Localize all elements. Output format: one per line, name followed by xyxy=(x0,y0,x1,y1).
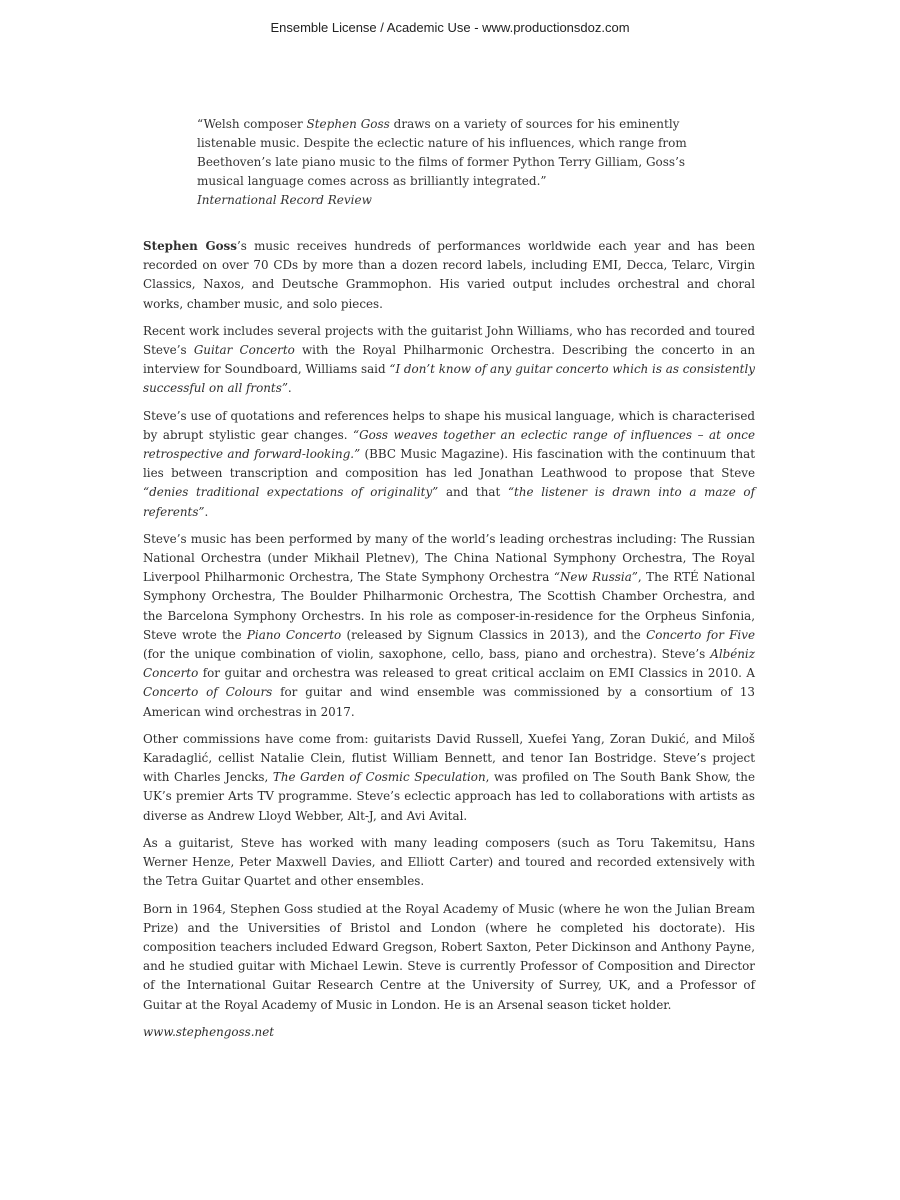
website-link[interactable]: www.stephengoss.net xyxy=(143,1024,275,1039)
license-header: Ensemble License / Academic Use - www.productionsdoz.com xyxy=(270,20,630,35)
bio-paragraph-4: Steve’s music has been performed by many of the world’s leading orchestras including: The Russian National Orchestra (under Mikhail Pletnev), The China National Symphony Orchestra, The Royal Liverpool Philharmonic Orchestra, The State Symphony Orchestra “New Russia”, The RTÉ National Symphony Orchestra, The Boulder Philharmonic Orchestra, The Scottish Chamber Orchestra, and the Barcelona Symphony Orchestrs. In his role as composer-in-residence for the Orpheus Sinfonia, Steve wrote the Piano Concerto (released by Signum Classics in 2013), and the Concerto for Five (for the unique combination of violin, saxophone, cello, bass, piano and orchestra). Steve’s Albéniz Concerto for guitar and orchestra was released to great critical acclaim on EMI Classics in 2010. A Concerto of Colours for guitar and wind ensemble was commissioned by a consortium of 13 American wind orchestras in 2017. xyxy=(143,531,755,719)
bio-paragraph-1: Stephen Goss’s music receives hundreds of performances worldwide each year and has been recorded on over 70 CDs by more than a dozen record labels, including EMI, Decca, Telarc, Virgin Classics, Naxos, and Deutsche Grammophon. His varied output includes orchestral and choral works, chamber music, and solo pieces. xyxy=(143,239,755,311)
review-quote xyxy=(197,115,717,210)
bio-paragraph-3: Steve’s use of quotations and references helps to shape his musical language, which is characterised by abrupt stylistic gear changes. “Goss weaves together an eclectic range of influences – at once retrospective and forward-looking.” (BBC Music Magazine). His fascination with the continuum that lies between transcription and composition has led Jonathan Leathwood to propose that Steve “denies traditional expectations of originality” and that “the listener is drawn into a maze of referents”. xyxy=(143,408,755,519)
quote-text: “Welsh composer Stephen Goss draws on a variety of sources for his eminently listenable music. Despite the eclectic nature of his influences, which range from Beethoven’s late piano music to the films of former Python Terry Gilliam, Goss’s musical language comes across as brilliantly integrated.” xyxy=(197,117,687,188)
bio-paragraph-5: Other commissions have come from: guitarists David Russell, Xuefei Yang, Zoran Dukić, and Miloš Karadaglić, cellist Natalie Clein, flutist William Bennett, and tenor Ian Bostridge. Steve’s project with Charles Jencks, The Garden of Cosmic Speculation, was profiled on The South Bank Show, the UK’s premier Arts TV programme. Steve’s eclectic approach has led to collaborations with artists as diverse as Andrew Lloyd Webber, Alt-J, and Avi Avital. xyxy=(143,731,755,823)
biography xyxy=(143,237,755,1042)
bio-paragraph-2: Recent work includes several projects with the guitarist John Williams, who has recorded and toured Steve’s Guitar Concerto with the Royal Philharmonic Orchestra. Describing the concerto in an interview for Soundboard, Williams said “I don’t know of any guitar concerto which is as consistently successful on all fronts”. xyxy=(143,323,755,396)
bio-paragraph-7: Born in 1964, Stephen Goss studied at the Royal Academy of Music (where he won the Julian Bream Prize) and the Universities of Bristol and London (where he completed his doctorate). His composition teachers included Edward Gregson, Robert Saxton, Peter Dickinson and Anthony Payne, and he studied guitar with Michael Lewin. Steve is currently Professor of Composition and Director of the International Guitar Research Centre at the University of Surrey, UK, and a Professor of Guitar at the Royal Academy of Music in London. He is an Arsenal season ticket holder. xyxy=(143,901,755,1012)
quote-source: International Record Review xyxy=(197,193,372,207)
composer-name: Stephen Goss xyxy=(306,117,390,131)
composer-name-bold: Stephen Goss xyxy=(143,239,237,253)
bio-paragraph-6: As a guitarist, Steve has worked with many leading composers (such as Toru Takemitsu, Hans Werner Henze, Peter Maxwell Davies, and Elliott Carter) and toured and recorded extensively with the Tetra Guitar Quartet and other ensembles. xyxy=(143,835,755,889)
